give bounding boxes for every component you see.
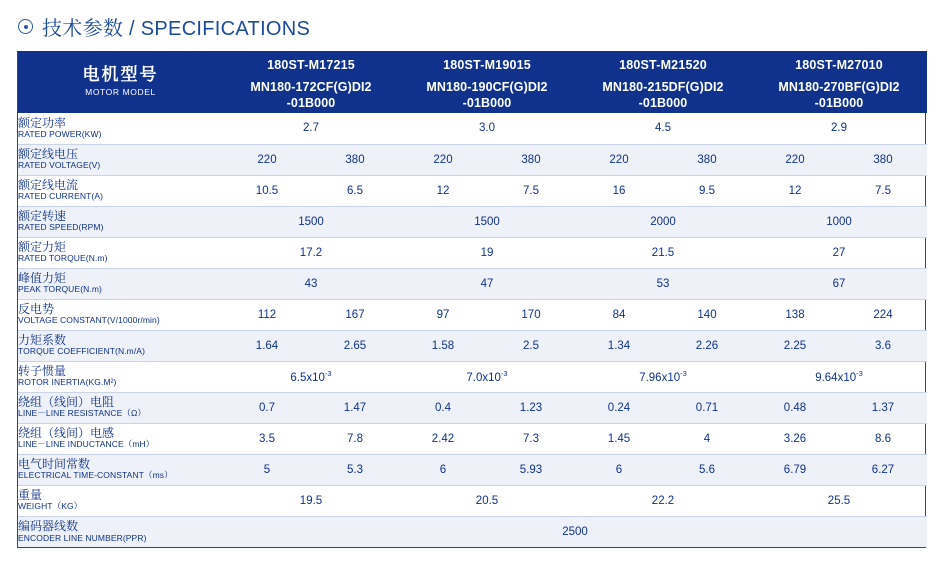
- specifications-table-wrap: [17, 51, 926, 548]
- model-column-3: [575, 51, 751, 113]
- value-220v: 6: [615, 463, 623, 476]
- parameter-cell: [18, 113, 223, 144]
- parameter-name-cn: 绕组（线间）电阻: [18, 395, 115, 410]
- parameter-cell: [18, 237, 223, 268]
- value-220v: 138: [785, 308, 805, 321]
- value-cell: [399, 423, 575, 454]
- value-380v: 7.8: [347, 432, 363, 445]
- parameter-name-cn: 额定功率: [18, 115, 67, 130]
- value-220v: 3.26: [783, 432, 807, 445]
- value-cell: [223, 330, 399, 361]
- value-cell: [575, 299, 751, 330]
- value-220v: 6: [439, 463, 447, 476]
- page-title: [0, 0, 943, 51]
- parameter-name-en: LINE－LINE INDUCTANCE（mH）: [18, 439, 155, 450]
- value-cell: 4.5: [575, 113, 751, 144]
- target-circle-icon: [18, 19, 33, 34]
- value-380v: 1.47: [343, 401, 367, 414]
- model-title-cell: [18, 51, 223, 113]
- value-cell: [223, 392, 399, 423]
- model-simple-name: 180ST-M27010: [795, 58, 883, 72]
- value-380v: 4: [703, 432, 711, 445]
- table-row: [18, 144, 927, 175]
- value-380v: 1.23: [519, 401, 543, 414]
- value-380v: 9.5: [699, 184, 715, 197]
- parameter-name-cn: 转子惯量: [18, 364, 67, 379]
- value-220v: 12: [788, 184, 802, 197]
- model-standard-line2: -01B000: [286, 96, 336, 110]
- value-cell: 2.9: [751, 113, 927, 144]
- parameter-name-en: LINE－LINE RESISTANCE（Ω）: [18, 408, 146, 419]
- value-cell: [751, 423, 927, 454]
- parameter-name-cn: 额定线电压: [18, 147, 79, 162]
- parameter-name-cn: 编码器线数: [18, 519, 79, 534]
- parameter-name-cn: 反电势: [18, 302, 55, 317]
- value-cell: [399, 175, 575, 206]
- model-standard-line2: -01B000: [462, 96, 512, 110]
- value-cell: 43: [223, 268, 399, 299]
- value-220v: 84: [612, 308, 626, 321]
- value-380v: 2.26: [695, 339, 719, 352]
- value-base: 7.0x10: [466, 371, 501, 384]
- table-row: [18, 237, 927, 268]
- model-standard-line1: MN180-215DF(G)DI2: [602, 80, 724, 95]
- value-cell: [575, 361, 751, 392]
- table-row: [18, 392, 927, 423]
- value-220v: 5: [263, 463, 271, 476]
- value-220v: 112: [257, 308, 277, 321]
- parameter-cell: [18, 516, 223, 547]
- parameter-name-cn: 力矩系数: [18, 333, 67, 348]
- value-cell: [399, 299, 575, 330]
- model-standard-name: [399, 79, 575, 113]
- value-exponent: -3: [324, 369, 332, 379]
- value-cell: [575, 175, 751, 206]
- value-380v: 3.6: [875, 339, 891, 352]
- table-row: [18, 423, 927, 454]
- value-cell: 17.2: [223, 237, 399, 268]
- parameter-cell: [18, 144, 223, 175]
- value-220v: 97: [436, 308, 450, 321]
- value-cell: 1000: [751, 206, 927, 237]
- value-220v: 10.5: [255, 184, 279, 197]
- model-standard-line1: MN180-172CF(G)DI2: [250, 80, 372, 95]
- value-cell: 1500: [399, 206, 575, 237]
- parameter-name-cn: 额定线电流: [18, 178, 79, 193]
- value-220v: 3.5: [259, 432, 275, 445]
- table-row: [18, 330, 927, 361]
- value-base: 7.96x10: [639, 371, 681, 384]
- parameter-cell: [18, 454, 223, 485]
- value-380v: 380: [697, 153, 717, 166]
- value-cell: 21.5: [575, 237, 751, 268]
- value-exponent: -3: [680, 369, 687, 379]
- parameter-name-en: VOLTAGE CONSTANT(V/1000r/min): [18, 315, 160, 326]
- value-cell: [751, 299, 927, 330]
- value-cell: 27: [751, 237, 927, 268]
- value-380v: 167: [345, 308, 365, 321]
- value-380v: 1.37: [871, 401, 895, 414]
- value-220v: 6.79: [783, 463, 807, 476]
- value-220v: 0.4: [435, 401, 451, 414]
- merged-value-cell: 2500: [223, 516, 927, 547]
- value-220v: 1.58: [431, 339, 455, 352]
- parameter-name-en: RATED VOLTAGE(V): [18, 160, 101, 171]
- parameter-cell: [18, 175, 223, 206]
- value-cell: [399, 454, 575, 485]
- value-cell: 20.5: [399, 485, 575, 516]
- parameter-name-en: WEIGHT（KG）: [18, 501, 83, 512]
- value-220v: 16: [612, 184, 626, 197]
- parameter-name-cn: 额定转速: [18, 209, 67, 224]
- parameter-cell: [18, 392, 223, 423]
- table-row: [18, 485, 927, 516]
- parameter-name-cn: 峰值力矩: [18, 271, 67, 286]
- parameter-name-en: PEAK TORQUE(N.m): [18, 284, 102, 295]
- model-column-1: [223, 51, 399, 113]
- value-380v: 6.5: [347, 184, 363, 197]
- table-row: [18, 361, 927, 392]
- value-cell: [751, 392, 927, 423]
- parameter-name-cn: 绕组（线间）电感: [18, 426, 115, 441]
- value-cell: [223, 361, 399, 392]
- table-row: [18, 268, 927, 299]
- value-220v: 220: [257, 153, 277, 166]
- parameter-cell: [18, 423, 223, 454]
- model-simple-name: 180ST-M21520: [619, 58, 707, 72]
- value-220v: 1.34: [607, 339, 631, 352]
- value-cell: [751, 330, 927, 361]
- value-380v: 380: [873, 153, 893, 166]
- parameter-cell: [18, 299, 223, 330]
- model-standard-name: [751, 79, 927, 113]
- table-row: [18, 175, 927, 206]
- parameter-name-cn: 重量: [18, 488, 43, 503]
- value-380v: 2.5: [523, 339, 539, 352]
- parameter-cell: [18, 330, 223, 361]
- value-380v: 6.27: [871, 463, 895, 476]
- value-220v: 0.24: [607, 401, 631, 414]
- value-220v: 220: [609, 153, 629, 166]
- parameter-name-en: RATED TORQUE(N.m): [18, 253, 108, 264]
- model-standard-line1: MN180-190CF(G)DI2: [426, 80, 548, 95]
- parameter-cell: [18, 268, 223, 299]
- value-cell: [223, 175, 399, 206]
- table-row: [18, 454, 927, 485]
- table-body: [18, 51, 927, 547]
- model-standard-line2: -01B000: [638, 96, 688, 110]
- parameter-name-cn: 额定力矩: [18, 240, 67, 255]
- value-cell: 19: [399, 237, 575, 268]
- value-cell: [751, 454, 927, 485]
- table-header-row: [18, 51, 927, 113]
- value-380v: 5.93: [519, 463, 543, 476]
- value-exponent: -3: [500, 369, 508, 379]
- value-cell: [751, 175, 927, 206]
- model-title-en: MOTOR MODEL: [85, 86, 156, 97]
- parameter-cell: [18, 361, 223, 392]
- value-220v: 2.42: [431, 432, 455, 445]
- model-title-cn: 电机型号: [82, 65, 159, 85]
- value-380v: 8.6: [875, 432, 891, 445]
- value-cell: [751, 361, 927, 392]
- value-cell: 2000: [575, 206, 751, 237]
- value-cell: [399, 144, 575, 175]
- model-simple-name: 180ST-M17215: [267, 58, 355, 72]
- value-cell: [223, 423, 399, 454]
- model-column-4: [751, 51, 927, 113]
- value-380v: 380: [345, 153, 365, 166]
- value-cell: [575, 392, 751, 423]
- model-column-2: [399, 51, 575, 113]
- value-220v: 1.45: [607, 432, 631, 445]
- table-row: [18, 516, 927, 547]
- value-380v: 7.5: [523, 184, 539, 197]
- value-380v: 5.3: [347, 463, 363, 476]
- value-cell: [575, 454, 751, 485]
- parameter-cell: [18, 206, 223, 237]
- model-standard-line1: MN180-270BF(G)DI2: [778, 80, 900, 95]
- value-base: 9.64x10: [815, 371, 857, 384]
- value-380v: 0.71: [695, 401, 719, 414]
- value-cell: 3.0: [399, 113, 575, 144]
- model-standard-line2: -01B000: [814, 96, 864, 110]
- value-380v: 380: [521, 153, 541, 166]
- value-cell: 1500: [223, 206, 399, 237]
- parameter-cell: [18, 485, 223, 516]
- value-cell: [223, 454, 399, 485]
- value-cell: 25.5: [751, 485, 927, 516]
- parameter-name-en: ELECTRICAL TIME-CONSTANT（ms）: [18, 470, 173, 481]
- parameter-name-en: TORQUE COEFFICIENT(N.m/A): [18, 346, 146, 357]
- parameter-name-en: RATED POWER(KW): [18, 129, 102, 140]
- value-cell: 67: [751, 268, 927, 299]
- parameter-name-en: ROTOR INERTIA(KG.M²): [18, 377, 117, 388]
- value-380v: 7.3: [523, 432, 539, 445]
- value-220v: 2.25: [783, 339, 807, 352]
- value-cell: 22.2: [575, 485, 751, 516]
- value-cell: [223, 299, 399, 330]
- parameter-name-en: RATED SPEED(RPM): [18, 222, 104, 233]
- value-380v: 140: [697, 308, 717, 321]
- value-cell: 19.5: [223, 485, 399, 516]
- table-row: [18, 299, 927, 330]
- value-220v: 0.7: [259, 401, 275, 414]
- value-380v: 170: [521, 308, 541, 321]
- value-cell: [575, 330, 751, 361]
- value-cell: [575, 423, 751, 454]
- value-cell: [751, 144, 927, 175]
- value-base: 6.5x10: [290, 371, 325, 384]
- model-standard-name: [575, 79, 751, 113]
- value-380v: 2.65: [343, 339, 367, 352]
- value-cell: [223, 144, 399, 175]
- value-cell: 47: [399, 268, 575, 299]
- value-cell: 2.7: [223, 113, 399, 144]
- table-row: [18, 206, 927, 237]
- value-220v: 220: [785, 153, 805, 166]
- specifications-table: [18, 51, 927, 547]
- value-220v: 12: [436, 184, 450, 197]
- value-cell: 53: [575, 268, 751, 299]
- value-cell: [399, 330, 575, 361]
- value-380v: 7.5: [875, 184, 891, 197]
- value-220v: 1.64: [255, 339, 279, 352]
- model-simple-name: 180ST-M19015: [443, 58, 531, 72]
- value-cell: [399, 392, 575, 423]
- model-standard-name: [223, 79, 399, 113]
- value-380v: 5.6: [699, 463, 715, 476]
- parameter-name-en: ENCODER LINE NUMBER(PPR): [18, 532, 147, 543]
- value-exponent: -3: [856, 369, 863, 379]
- page-title-text: 技术参数 / SPECIFICATIONS: [42, 18, 311, 40]
- table-row: [18, 113, 927, 144]
- value-220v: 220: [433, 153, 453, 166]
- parameter-name-en: RATED CURRENT(A): [18, 191, 104, 202]
- value-380v: 224: [873, 308, 893, 321]
- value-cell: [575, 144, 751, 175]
- value-220v: 0.48: [783, 401, 807, 414]
- value-cell: [399, 361, 575, 392]
- parameter-name-cn: 电气时间常数: [18, 457, 91, 472]
